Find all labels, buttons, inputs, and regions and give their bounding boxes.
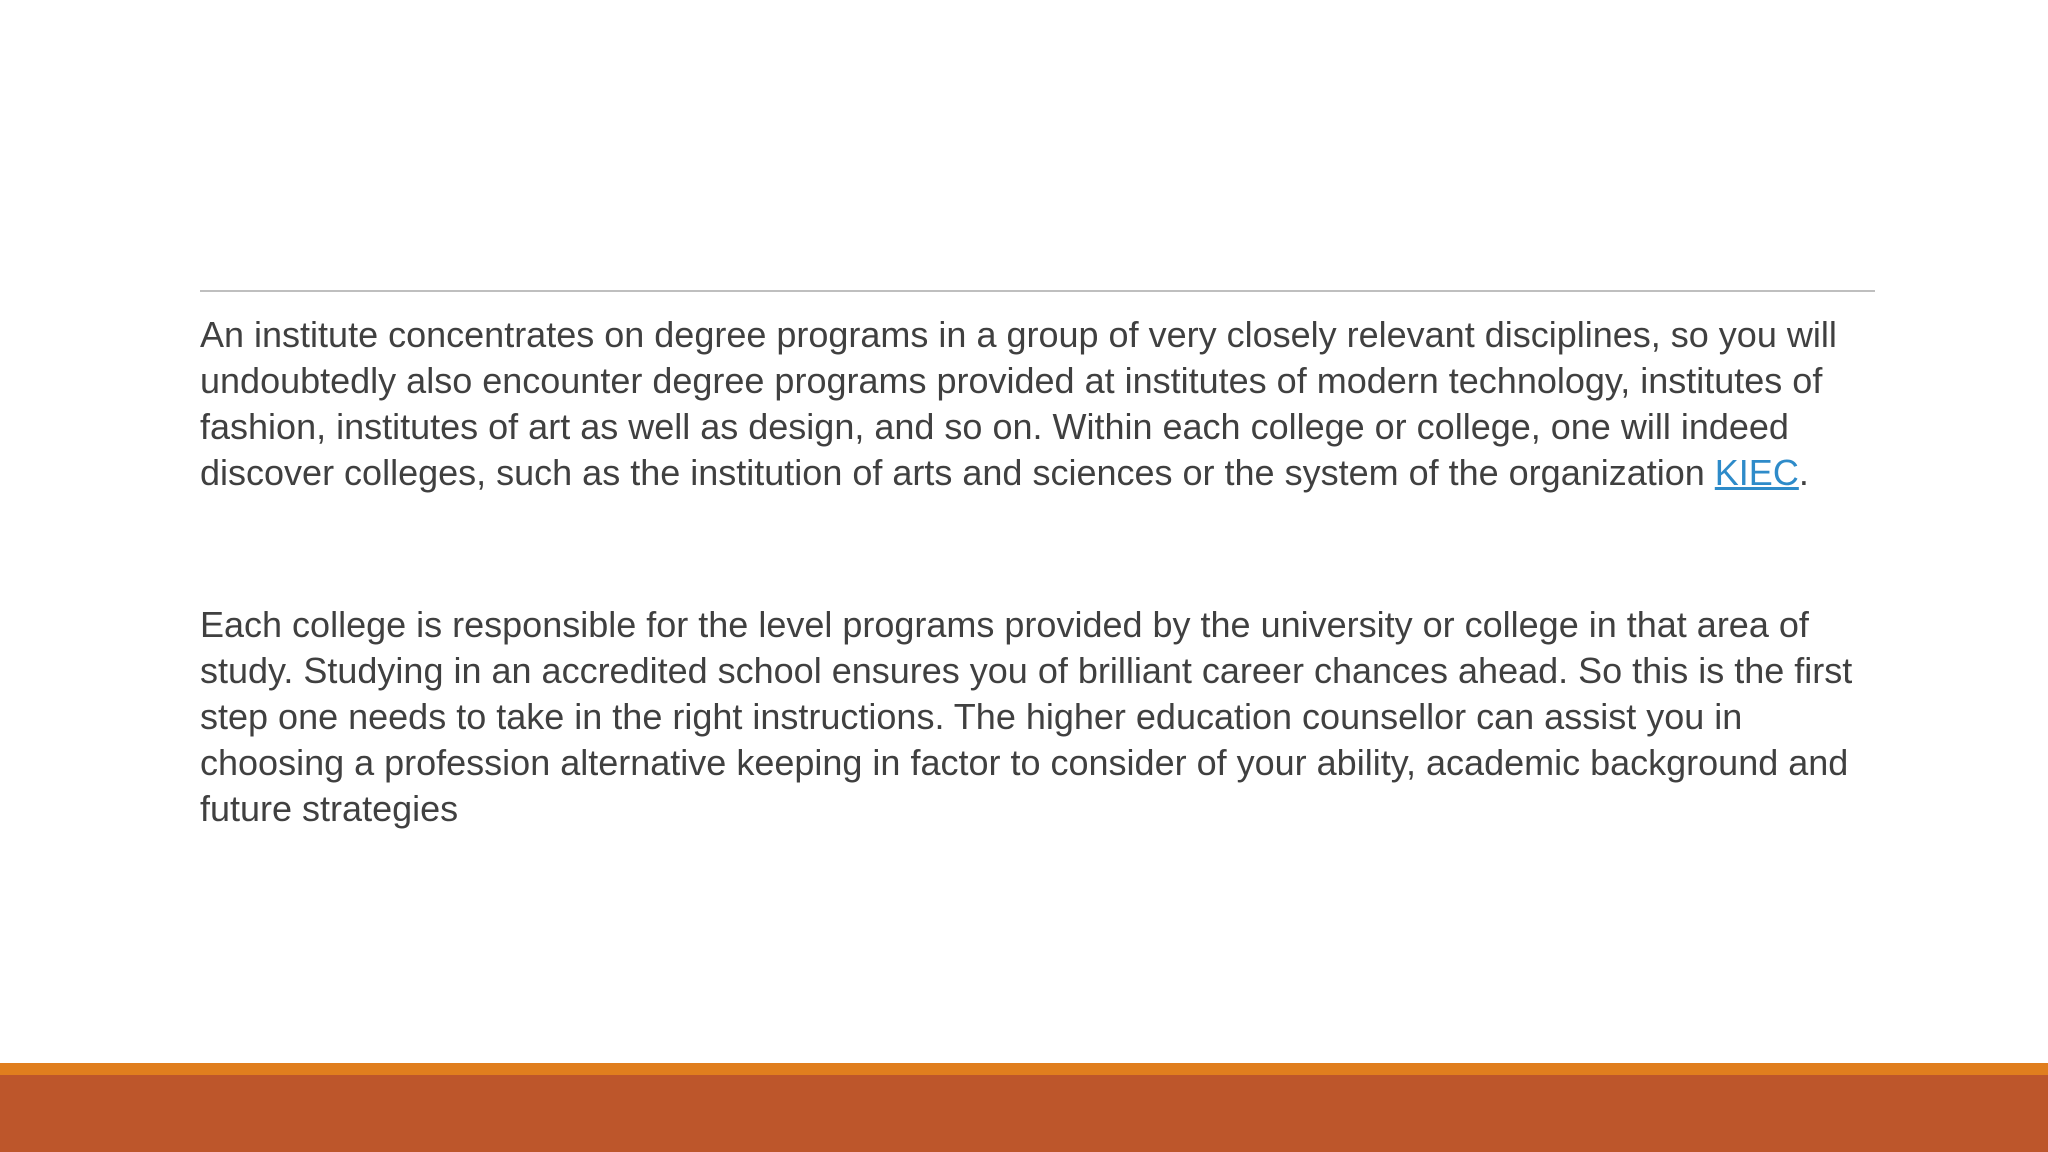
paragraph-institutes: [200, 312, 1875, 496]
footer-accent-stripe: [0, 1063, 2048, 1075]
paragraph-colleges: Each college is responsible for the level programs provided by the university or college in that area of study. Studying in an accredited school ensures you of brilliant career chances ahead. So this is the first step one needs to take in the right instructions. The higher education counsellor can assist you in choosing a profession alternative keeping in factor to consider of your ability, academic background and future strategies: [200, 604, 1853, 829]
paragraph-institutes-end: .: [1798, 452, 1809, 493]
slide-body: [200, 312, 1875, 832]
paragraph-institutes-text: An institute concentrates on degree programs in a group of very closely relevant disciplines, so you will undoubtedly also encounter degree programs provided at institutes of modern technology, institutes of fashion, institutes of art as well as design, and so on. Within each college or college, one will indeed discover colleges, such as the institution of arts and sciences or the system of the organization: [200, 314, 1837, 493]
title-divider: [200, 290, 1875, 292]
footer-band: [0, 1075, 2048, 1152]
kiec-link[interactable]: KIEC: [1714, 452, 1799, 493]
